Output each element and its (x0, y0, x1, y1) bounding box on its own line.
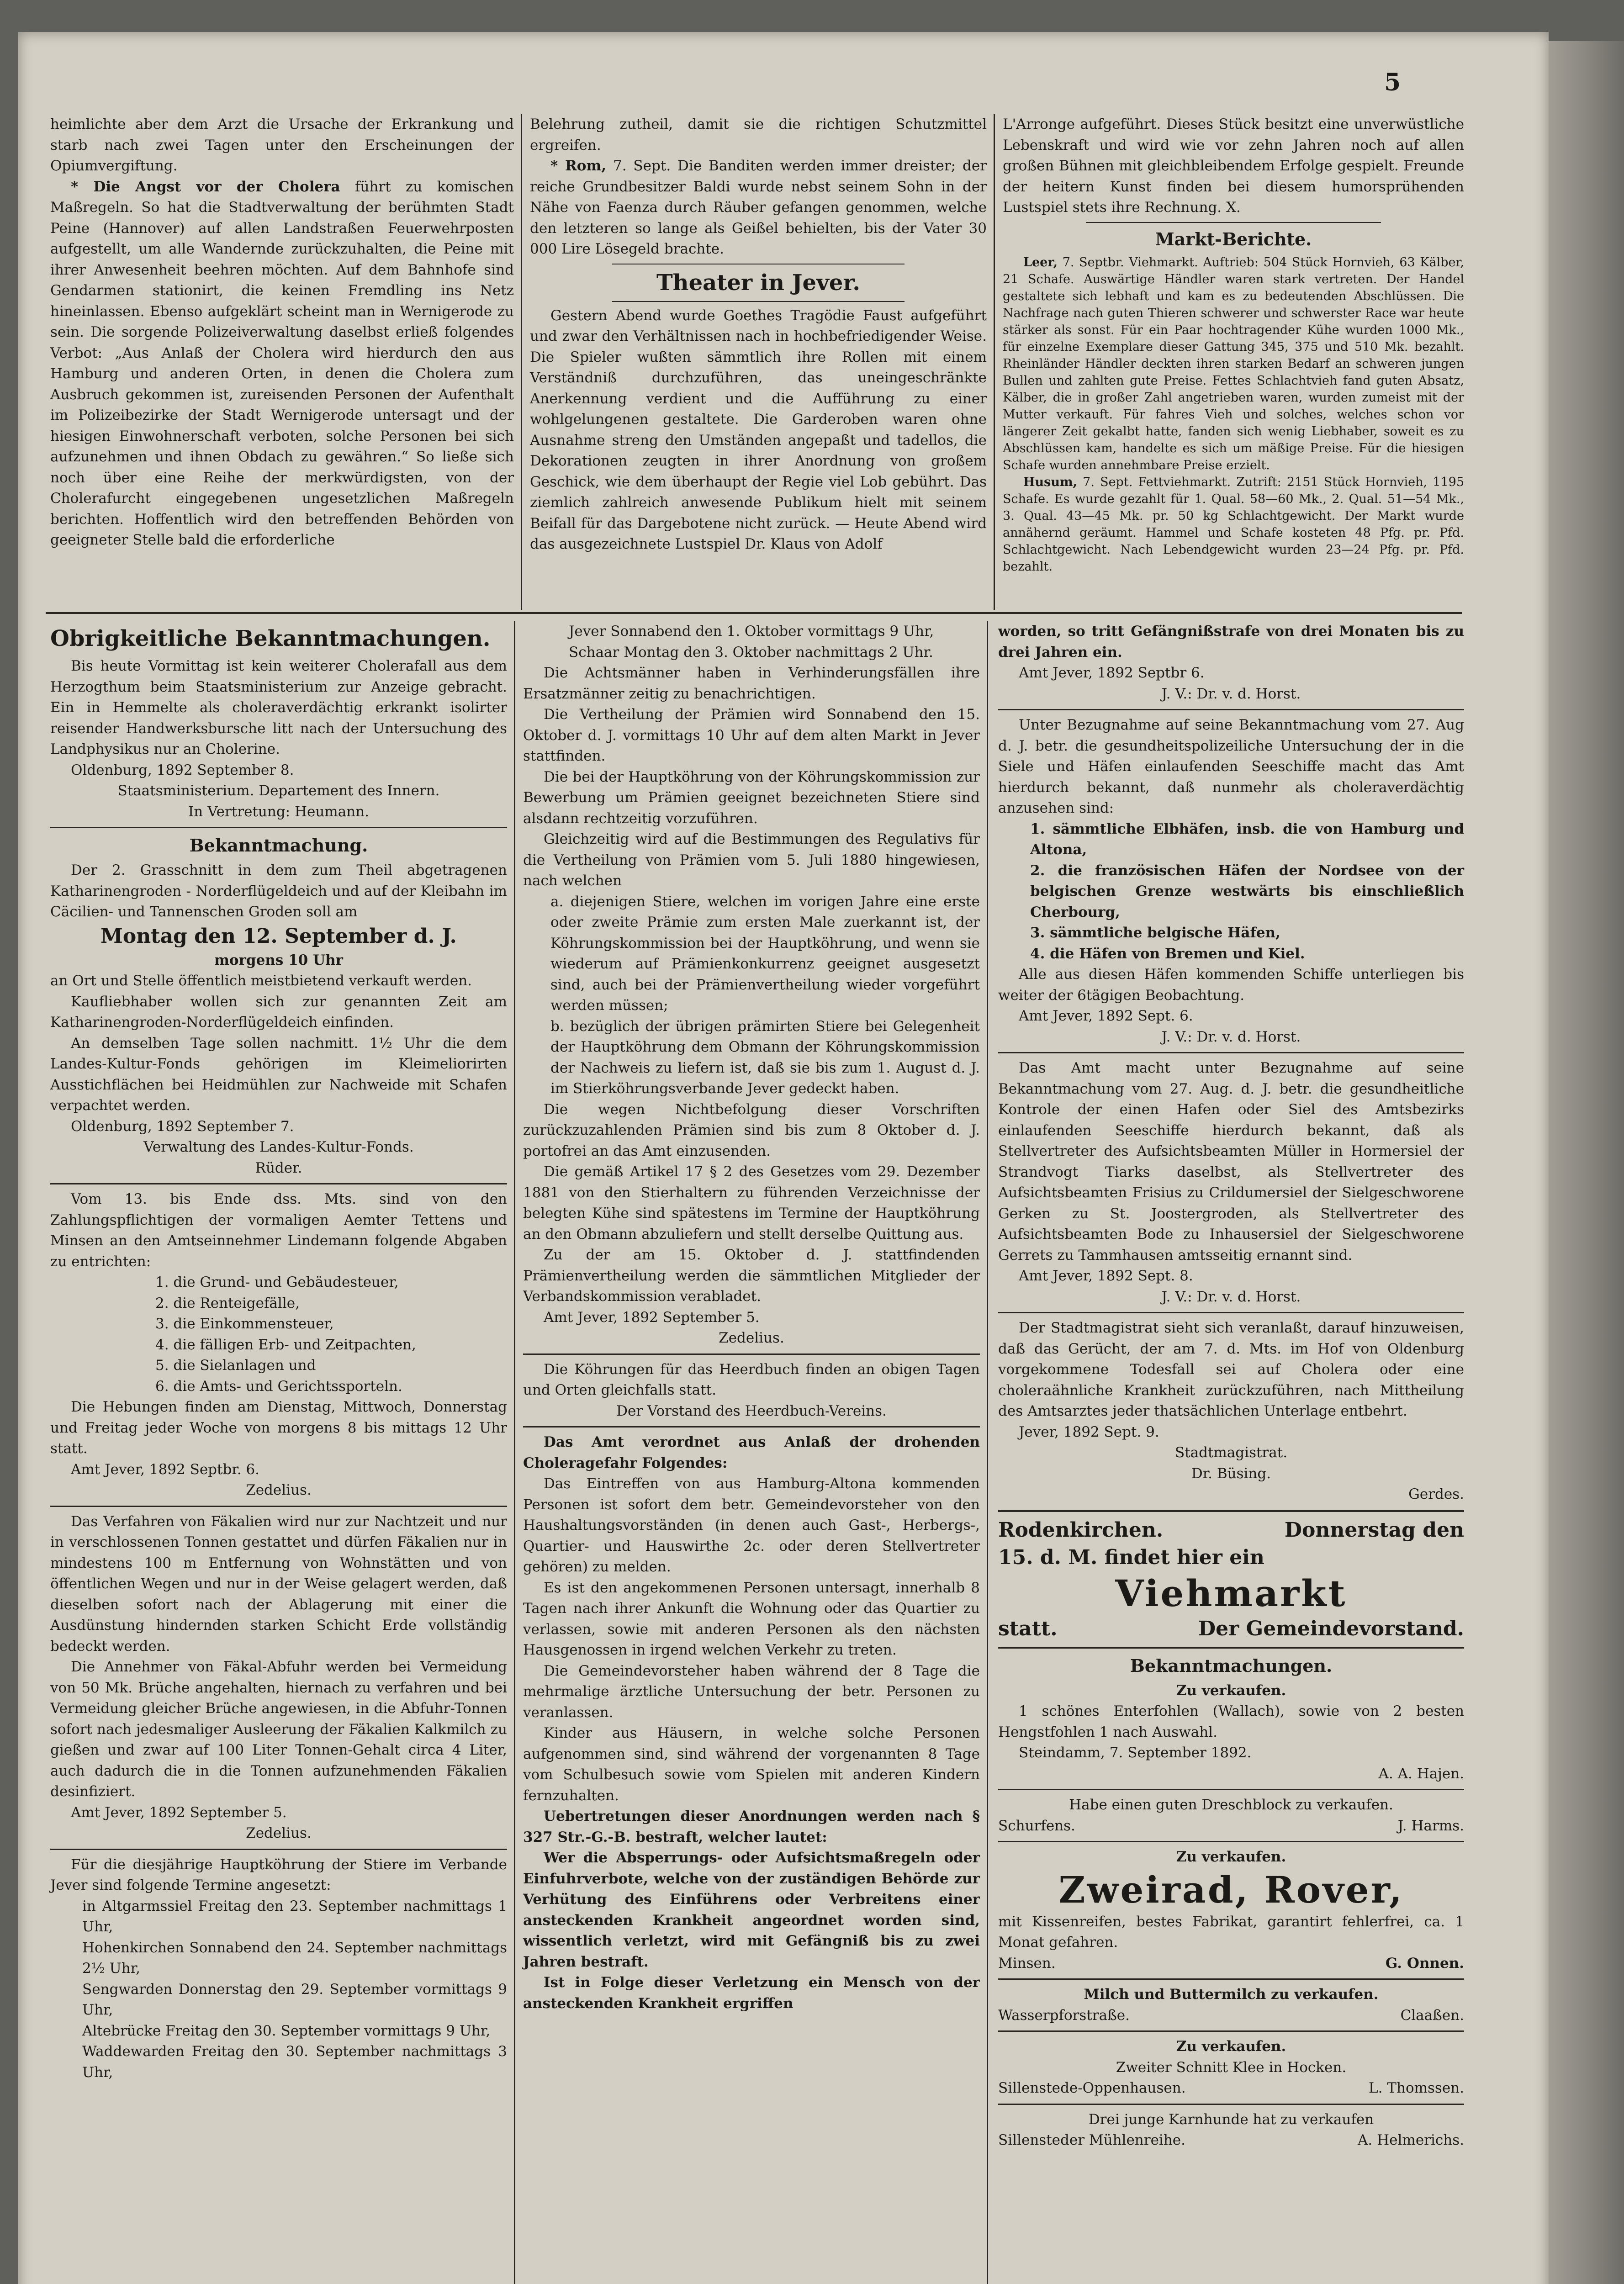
list-item: Altebrücke Freitag den 30. September vormittags 9 Uhr, (82, 2022, 491, 2039)
notice-2-date: Oldenburg, 1892 September 7. (71, 1118, 294, 1135)
koehrung-dates (50, 1896, 507, 2083)
ad-statt: statt. (998, 1617, 1058, 1640)
divider (50, 827, 507, 828)
list-item: 3. sämmtliche belgische Häfen, (1030, 925, 1280, 941)
ad6-text: Zweiter Schnitt Klee in Hocken. (1116, 2059, 1347, 2076)
list-item: 1. sämmtliche Elbhäfen, insb. die von Hamburg und Altona, (1030, 820, 1464, 858)
market-title: Markt-Berichte. (1155, 228, 1312, 249)
middle-p13: Kinder aus Häusern, in welche solche Personen aufgenommen sind, sind während der vorgenannten 8 Tage vom Schulbesuch sowie vom Spielen mit anderen Kindern fernzuhalten. (523, 1725, 980, 1804)
divider (998, 1841, 1464, 1842)
right-p3: Alle aus diesen Häfen kommenden Schiffe unterliegen bis weiter der 6tägigen Beobachtung. (998, 966, 1464, 1004)
middle-p16: Ist in Folge dieser Verletzung ein Mensch von der ansteckenden Krankheit ergriffen (523, 1974, 980, 2012)
section-rule (46, 612, 1462, 614)
divider (998, 1789, 1464, 1790)
right-date3: Amt Jever, 1892 Sept. 8. (1019, 1268, 1193, 1284)
list-item: Hohenkirchen Sonnabend den 24. September nachmittags 2½ Uhr, (82, 1939, 507, 1977)
divider (50, 1183, 507, 1184)
bottom-right-column (998, 621, 1464, 2151)
notice-1-date: Oldenburg, 1892 September 8. (71, 761, 294, 778)
rome-lead: * Rom, (550, 158, 607, 174)
ad4-sig: G. Onnen. (1385, 1955, 1464, 1972)
middle-sig: Zedelius. (719, 1330, 784, 1346)
middle-p6: Die gemäß Artikel 17 § 2 des Gesetzes vom 29. Dezember 1881 von den Stierhaltern zu führenden Verzeichnisse der belegten Kühe sind spätestens im Termine der Hauptköhrung an den Obmann abzuliefern und stellt derselbe Quittung aus. (523, 1163, 980, 1242)
divider (523, 1426, 980, 1428)
middle-p10: Das Eintreffen von aus Hamburg-Altona kommenden Personen ist sofort dem betr. Gemeindevorsteher von den Haushaltungsvorständen (in denen auch Gast-, Herbergs-, Quartier- und Hauswirthe 2c. oder deren Stellvertreter gehören) zu melden. (523, 1475, 980, 1575)
list-item: Jever Sonnabend den 1. Oktober vormittags 9 Uhr, (569, 623, 934, 640)
ad2-place: Steindamm, 7. September 1892. (1019, 1745, 1252, 1761)
page-number: 5 (1384, 69, 1401, 96)
list-item: Sengwarden Donnerstag den 29. September vormittags 9 Uhr, (82, 1981, 507, 2018)
middle-p14: Uebertretungen dieser Anordnungen werden nach § 327 Str.-G.-B. bestraft, welcher lautet: (523, 1808, 980, 1845)
ad7-footer (998, 2130, 1464, 2151)
koehrung-dates-cont (523, 621, 980, 663)
notice-1: Bis heute Vormittag ist kein weiterer Cholerafall aus dem Herzogthum beim Staatsministerium zur Anzeige gebracht. Ein in Hemmelte als choleraverdächtig erkrankt isolirter reisender Handwerksbursche litt nach der Untersuchung des Landphysikus nur an Cholerine. (50, 658, 507, 757)
notice-3-p1: Vom 13. bis Ende dss. Mts. sind von den Zahlungspflichtigen der vormaligen Aemter Tettens und Minsen an den Amtseinnehmer Lindemann folgende Abgaben zu entrichten: (50, 1191, 507, 1270)
list-item: in Altgarmssiel Freitag den 23. September nachmittags 1 Uhr, (82, 1898, 507, 1935)
column-rule (994, 114, 995, 610)
top-col1-p1: heimlichte aber dem Arzt die Ursache der Erkrankung und starb nach zwei Tagen unter den Erscheinungen der Opiumvergiftung. (50, 116, 514, 174)
cholera-text: führt zu komischen Maßregeln. So hat die Stadtverwaltung der berühmten Stadt Peine (Hannover) auf allen Landstraßen Feuerwehrposten aufgestellt, um alle Wandernde zurückzuhalten, die Peine mit ihrer Anwesenheit beehren möchten. Auf dem Bahnhofe sind Gendarmen stationirt, die keinen Fremdling ins Netz hineinlassen. Ebenso aufgeklärt scheint man in Wernigerode zu sein. Die sorgende Polizeiverwaltung daselbst erließ folgendes Verbot: „Aus Anlaß der Cholera wird hierdurch den aus Hamburg und anderen Orten, in denen die Cholera zum Ausbruch gekommen ist, zureisenden Personen der Aufenthalt im Polizeibezirke der Stadt Wernigerode untersagt und der hiesigen Einwohnerschaft verboten, solche Personen bei sich aufzunehmen und ihnen Obdach zu gewähren.“ So ließe sich noch über eine Reihe der merkwürdigsten, von der Cholerafurcht eingegebenen ungesetzlichen Maßregeln berichten. Hoffentlich wird den betreffenden Behörden von geeigneter Stelle bald die erforderliche (50, 178, 514, 548)
divider (998, 1312, 1464, 1313)
rome-text: 7. Sept. Die Banditen werden immer dreister; der reiche Grundbesitzer Baldi wurde nebst seinem Sohn in der Nähe von Faenza durch Räuber gefangen genommen, welche den letzteren so lange als Geißel behielten, bis der Vater 30 000 Lire Lösegeld brachte. (530, 158, 987, 257)
notice-1-sig2: In Vertretung: Heumann. (188, 803, 369, 820)
divider (612, 301, 905, 302)
list-item: 4. die fälligen Erb- und Zeitpachten, (155, 1336, 416, 1353)
list-item: 2. die Renteigefälle, (155, 1295, 300, 1311)
notice-4-p2: Die Annehmer von Fäkal-Abfuhr werden bei Vermeidung von 50 Mk. Brüche angehalten, hiernach zu verfahren und bei Vermeidung gleicher Brüche angewiesen, in die Abfuhr-Tonnen sofort nach jedesmaliger Ausleerung der Fäkalien Kalkmilch zu gießen und zwar auf 100 Liter Tonnen-Gehalt circa 4 Liter, auch dadurch die in die Tonnen aufzunehmenden Fäkalien desinfiziert. (50, 1659, 507, 1800)
ad4-sub: Zu verkaufen. (1176, 1849, 1286, 1865)
official-notices-title: Obrigkeitliche Bekanntmachungen. (50, 626, 491, 651)
right-p1: worden, so tritt Gefängnißstrafe von drei Monaten bis zu drei Jahren ein. (998, 623, 1464, 661)
ad7-text: Drei junge Karnhunde hat zu verkaufen (1088, 2111, 1374, 2128)
middle-p11: Es ist den angekommenen Personen untersagt, innerhalb 8 Tagen nach ihrer Ankunft die Wohnung oder das Quartier zu verlassen, sowie mit anderen Personen als den nächsten Hausgenossen in irgend welchen Verkehr zu treten. (523, 1579, 980, 1658)
middle-p9: Das Amt verordnet aus Anlaß der drohenden Choleragefahr Folgendes: (523, 1434, 980, 1471)
ad2-sub: Zu verkaufen. (1176, 1682, 1286, 1699)
column-rule (987, 621, 988, 2284)
ad-viehmarkt-line2: 15. d. M. findet hier ein (998, 1545, 1264, 1569)
list-item: Schaar Montag den 3. Oktober nachmittags 2 Uhr. (569, 644, 933, 661)
right-p2: Unter Bezugnahme auf seine Bekanntmachung vom 27. Aug d. J. betr. die gesundheitspolizeiliche Untersuchung der in die Siele und Häfen einlaufenden Seeschiffe macht das Amt hierdurch bekannt, daß nunmehr als choleraverdächtig anzusehen sind: (998, 717, 1464, 816)
middle-p12: Die Gemeindevorsteher haben während der 8 Tage die mehrmalige ärztliche Untersuchung der betr. Personen zu veranlassen. (523, 1662, 980, 1721)
ad3-footer (998, 1816, 1464, 1837)
list-item: 3. die Einkommensteuer, (155, 1316, 334, 1332)
ad6-sig: L. Thomssen. (1369, 2080, 1464, 2096)
ad5-text: Milch und Buttermilch zu verkaufen. (1084, 1986, 1379, 2003)
top-col3-p1: L'Arronge aufgeführt. Dieses Stück besitzt eine unverwüstliche Lebenskraft und wird wie vor zehn Jahren noch auf allen großen Bühnen mit gleichbleibendem Erfolge gespielt. Freunde der heitern Kunst finden bei diesem humorsprühenden Lustspiel stets ihre Rechnung. X. (1003, 116, 1464, 216)
right-p4: Das Amt macht unter Bezugnahme auf seine Bekanntmachung vom 27. Aug. d. J. betr. die gesundheitliche Kontrole der einen Hafen oder Siel des Amtsbezirks einlaufenden Seeschiffe hierdurch bekannt, daß als Stellvertreter des Aufsichtsbeamten Müller in Hormersiel der Strandvogt Tiarks daselbst, als Stellvertreter des Aufsichtsbeamten Frisius zu Crildumersiel der Sielgeschworene Gerken zu St. Joostergroden, als Stellvertreter des Aufsichtsbeamten Bode zu Inhausersiel der Sielgeschworene Gerrets zu Tammhausen amtsseitig ernannt sind. (998, 1060, 1464, 1264)
list-item: 5. die Sielanlagen und (155, 1357, 316, 1374)
ad2-sig: A. A. Hajen. (1378, 1765, 1464, 1782)
ad2-text: 1 schönes Enterfohlen (Wallach), sowie von 2 besten Hengstfohlen 1 nach Auswahl. (998, 1703, 1464, 1740)
notice-2-p4: An demselben Tage sollen nachmitt. 1½ Uhr die dem Landes-Kultur-Fonds gehörigen im Kleimeliorirten Ausstichflächen bei Heidmühlen zur Nachweide mit Schafen verpachtet werden. (50, 1035, 507, 1114)
top-col2-p2 (530, 156, 987, 260)
cholera-ports-list (998, 819, 1464, 965)
page-stack-edge (1549, 41, 1624, 2284)
tax-list (50, 1272, 507, 1397)
top-column-2 (530, 114, 987, 555)
divider (998, 1647, 1464, 1649)
husum-text: 7. Sept. Fettviehmarkt. Zutrift: 2151 Stück Hornvieh, 1195 Schafe. Es wurde gezahlt für 1. Qual. 58—60 Mk., 2. Qual. 51—54 Mk., 3. Qual. 43—45 Mk. pr. 50 kg Schlachtgewicht. Der Markt wurde annähernd geräumt. Hammel und Schafe kosteten 48 Pfg. pr. Pfd. Schlachtgewicht. Nach Lebendgewicht wurden 23—24 Pfg. pr. Pfd. bezahlt. (1003, 475, 1464, 574)
ad5-footer (998, 2005, 1464, 2026)
right-date2: Amt Jever, 1892 Sept. 6. (1019, 1008, 1193, 1024)
middle-p7: Zu der am 15. Oktober d. J. stattfindenden Prämienvertheilung werden die sämmtlichen Mitglieder der Verbandskommission verabladet. (523, 1247, 980, 1305)
ad5-sig: Claaßen. (1400, 2007, 1464, 2024)
right-date4: Jever, 1892 Sept. 9. (1019, 1423, 1159, 1440)
column-rule (514, 621, 515, 2284)
notice-3-sig: Zedelius. (246, 1482, 312, 1498)
list-item: 2. die französischen Häfen der Nordsee von der belgischen Grenze westwärts bis einschließlich Cherbourg, (1030, 862, 1464, 920)
husum-lead: Husum, (1023, 475, 1077, 489)
middle-p5: Die wegen Nichtbefolgung dieser Vorschriften zurückzuzahlenden Prämien sind bis zum 8 Oktober d. J. portofrei an das Amt einzusenden. (523, 1101, 980, 1159)
divider (50, 1849, 507, 1850)
ad4-place: Minsen. (998, 1955, 1056, 1972)
middle-p15: Wer die Absperrungs- oder Aufsichtsmaßregeln oder Einfuhrverbote, welche von der zuständigen Behörde zur Verhütung des Einführens oder Verbreitens einer ansteckenden Krankheit angeordnet worden sind, wissentlich verletzt, wird mit Gefängniß bis zu zwei Jahren bestraft. (523, 1850, 980, 1970)
ad3-place: Schurfens. (998, 1817, 1075, 1834)
divider (998, 1510, 1464, 1512)
top-col1-p2 (50, 177, 514, 551)
ad6-place: Sillenstede-Oppenhausen. (998, 2080, 1186, 2096)
top-col2-p1: Belehrung zutheil, damit sie die richtigen Schutzmittel ergreifen. (530, 116, 987, 153)
notice-2-time: morgens 10 Uhr (214, 952, 343, 968)
middle-a: a. diejenigen Stiere, welchen im vorigen Jahre eine erste oder zweite Prämie zum ersten Male zuerkannt ist, der Köhrungskommission bei der Hauptköhrung, und wenn sie wiederum auf Prämienkonkurrenz geeignet ausgesetzt sind, auch bei der Prämienvertheilung wieder vorgeführt werden müssen; (550, 893, 980, 1014)
notice-2-title: Bekanntmachung. (189, 835, 368, 856)
ad3-text: Habe einen guten Dreschblock zu verkaufen. (1069, 1797, 1393, 1813)
divider (998, 709, 1464, 710)
cholera-headline: * Die Angst vor der Cholera (71, 178, 340, 195)
right-date1: Amt Jever, 1892 Septbr 6. (1019, 665, 1205, 681)
ad4-text: mit Kissenreifen, bestes Fabrikat, garantirt fehlerfrei, ca. 1 Monat gefahren. (998, 1913, 1464, 1951)
leer-lead: Leer, (1023, 255, 1058, 270)
notice-2-when: Montag den 12. September d. J. (101, 924, 457, 948)
ad-signer: Der Gemeindevorstand. (1198, 1617, 1464, 1640)
right-p5: Der Stadtmagistrat sieht sich veranlaßt, darauf hinzuweisen, daß das Gerücht, der am 7. d. Mts. im Hof von Oldenburg vorgekommene Todesfall sei auf Cholera oder eine choleraähnliche Krankheit zurückzuführen, nach Mittheilung des Amtsarztes jeder thatsächlichen Unterlage entbehrt. (998, 1320, 1464, 1419)
ad7-sig: A. Helmerichs. (1358, 2132, 1464, 2148)
notice-3-p2: Die Hebungen finden am Dienstag, Mittwoch, Donnerstag und Freitag jeder Woche von morgens 8 bis mittags 12 Uhr statt. (50, 1399, 507, 1457)
ad3-sig: J. Harms. (1397, 1817, 1464, 1834)
ad-viehmarkt-line3 (998, 1615, 1464, 1643)
notice-2-p3: Kaufliebhaber wollen sich zur genannten Zeit am Katharinengroden-Norderflügeldeich einfinden. (50, 993, 507, 1031)
list-item: 6. die Amts- und Gerichtssporteln. (155, 1378, 402, 1395)
middle-p2: Die Vertheilung der Prämien wird Sonnabend den 15. Oktober d. J. vormittags 10 Uhr auf dem alten Markt in Jever stattfinden. (523, 706, 980, 764)
ad-place: Rodenkirchen. (998, 1518, 1164, 1542)
notice-1-sig: Staatsministerium. Departement des Innern. (117, 782, 440, 799)
list-item: 4. die Häfen von Bremen und Kiel. (1030, 945, 1305, 962)
notice-2-p2: an Ort und Stelle öffentlich meistbietend verkauft werden. (50, 973, 472, 989)
divider (998, 2030, 1464, 2032)
ad6-sub: Zu verkaufen. (1176, 2038, 1286, 2055)
notice-2-sig2: Rüder. (255, 1159, 302, 1176)
husum-report (1003, 474, 1464, 575)
notice-4-p1: Das Verfahren von Fäkalien wird nur zur Nachtzeit und nur in verschlossenen Tonnen gestattet und dürfen Fäkalien nur in mindestens 100 m Entfernung von Wohnstätten und von öffentlichen Wegen und nur in der Weise gelagert werden, daß dieselben sofort nach der Ablagerung mit einer die Ausdünstung hindernden starken Schicht Erde vollständig bedeckt werden. (50, 1513, 507, 1655)
ads-title: Bekanntmachungen. (1130, 1655, 1333, 1676)
notice-3-date: Amt Jever, 1892 Septbr. 6. (71, 1461, 260, 1478)
top-column-1 (50, 114, 514, 551)
divider (998, 2104, 1464, 2105)
right-sig1: J. V.: Dr. v. d. Horst. (1161, 685, 1301, 702)
theatre-text: Gestern Abend wurde Goethes Tragödie Faust aufgeführt und zwar den Verhältnissen nach in hochbefriedigender Weise. Die Spieler wußten sämmtlich ihre Rollen mit einem Verständniß durchzuführen, das uneingeschränkte Anerkennung verdient und die Aufführung zu einer wohlgelungenen gestaltete. Die Garderoben waren ohne Ausnahme streng den Umständen angepaßt und tadellos, die Dekorationen zeugten in ihrer Anordnung von großem Geschick, wie dem überhaupt der Regie viel Lob gebührt. Das ziemlich zahlreich anwesende Publikum hielt mit seinem Beifall für das Dargebotene nicht zurück. — Heute Abend wird das ausgezeichnete Lustspiel Dr. Klaus von Adolf (530, 307, 987, 552)
right-sig4b: Dr. Büsing. (1191, 1465, 1271, 1482)
middle-b: b. bezüglich der übrigen prämirten Stiere bei Gelegenheit der Hauptköhrung dem Obmann der Köhrungskommission der Nachweis zu liefern ist, daß sie bis zum 1. August d. J. im Stierköhrungsverbande Jever gedeckt haben. (550, 1018, 980, 1097)
middle-p8: Die Köhrungen für das Heerdbuch finden an obigen Tagen und Orten gleichfalls statt. (523, 1361, 980, 1398)
divider (998, 1052, 1464, 1053)
ad4-title: Zweirad, Rover, (1058, 1868, 1404, 1911)
middle-date: Amt Jever, 1892 September 5. (544, 1309, 760, 1326)
divider (50, 1506, 507, 1507)
column-rule (521, 114, 522, 610)
right-sig2: J. V.: Dr. v. d. Horst. (1161, 1028, 1301, 1045)
right-sig4c: Gerdes. (1408, 1486, 1464, 1502)
divider (1086, 222, 1381, 223)
divider (998, 1978, 1464, 1980)
middle-p3: Die bei der Hauptköhrung von der Köhrungskommission zur Bewerbung um Prämien geeignet bezeichneten Stiere sind alsdann rechtzeitig vorzuführen. (523, 768, 980, 827)
middle-p1: Die Achtsmänner haben in Verhinderungsfällen ihre Ersatzmänner zeitig zu benachrichtigen. (523, 665, 980, 702)
notice-2-sig1: Verwaltung des Landes-Kultur-Fonds. (143, 1139, 414, 1155)
ad7-place: Sillensteder Mühlenreihe. (998, 2132, 1186, 2148)
ad6-footer (998, 2078, 1464, 2099)
ad-viehmarkt-title: Viehmarkt (1115, 1571, 1347, 1615)
middle-p4: Gleichzeitig wird auf die Bestimmungen des Regulativs für die Vertheilung von Prämien vom 5. Juli 1880 hingewiesen, nach welchen (523, 831, 980, 889)
notice-4-date: Amt Jever, 1892 September 5. (71, 1804, 287, 1821)
ad4-footer (998, 1953, 1464, 1974)
right-sig4a: Stadtmagistrat. (1174, 1444, 1288, 1461)
leer-report (1003, 254, 1464, 474)
right-sig3: J. V.: Dr. v. d. Horst. (1161, 1288, 1301, 1305)
divider (523, 1353, 980, 1355)
notice-2-p1: Der 2. Grasschnitt in dem zum Theil abgetragenen Katharinengroden - Norderflügeldeich und auf der Kleibahn im Cäcilien- und Tannenschen Groden soll am (50, 862, 507, 920)
ad-day: Donnerstag den (1284, 1518, 1464, 1542)
bottom-middle-column (523, 621, 980, 2014)
ad-viehmarkt-line1 (998, 1517, 1464, 1544)
top-column-3 (1003, 114, 1464, 575)
theatre-title: Theater in Jever. (656, 270, 861, 296)
leer-text: 7. Septbr. Viehmarkt. Auftrieb: 504 Stück Hornvieh, 63 Kälber, 21 Schafe. Auswärtige Händler waren stark vertreten. Der Handel gestaltete sich lebhaft und kam es zu bedeutenden Abschlüssen. Die Nachfrage nach guten Thieren schwerer und schwerster Race war heute stärker als sonst. Für ein Paar hochtragender Kühe wurden 1000 Mk., für einzelne Exemplare dieser Gattung 345, 375 und 510 Mk. bezahlt. Rheinländer Händler deckten ihren starken Bedarf an schweren jungen Bullen und zahlten gute Preise. Fettes Schlachtvieh fand guten Absatz, Kälber, die in großer Zahl angetrieben waren, wurden zumeist mit der Mutter verkauft. Für fahres Vieh und solches, welches schon vor längerer Zeit gekalbt hatte, fanden sich wenig Liebhaber, soweit es zu Abschlüssen kam, handelte es sich um mäßige Preise. Für die hiesigen Schafe wurden annehmbare Preise erzielt. (1003, 255, 1464, 472)
list-item: 1. die Grund- und Gebäudesteuer, (155, 1274, 399, 1290)
notice-5-p1: Für die diesjährige Hauptköhrung der Stiere im Verbande Jever sind folgende Termine angesetzt: (50, 1856, 507, 1893)
middle-sig2: Der Vorstand des Heerdbuch-Vereins. (616, 1402, 887, 1419)
notice-4-sig: Zedelius. (246, 1825, 312, 1841)
ad5-place: Wasserpforstraße. (998, 2007, 1130, 2024)
bottom-left-column (50, 621, 507, 2083)
list-item: Waddewarden Freitag den 30. September nachmittags 3 Uhr, (82, 2043, 507, 2081)
